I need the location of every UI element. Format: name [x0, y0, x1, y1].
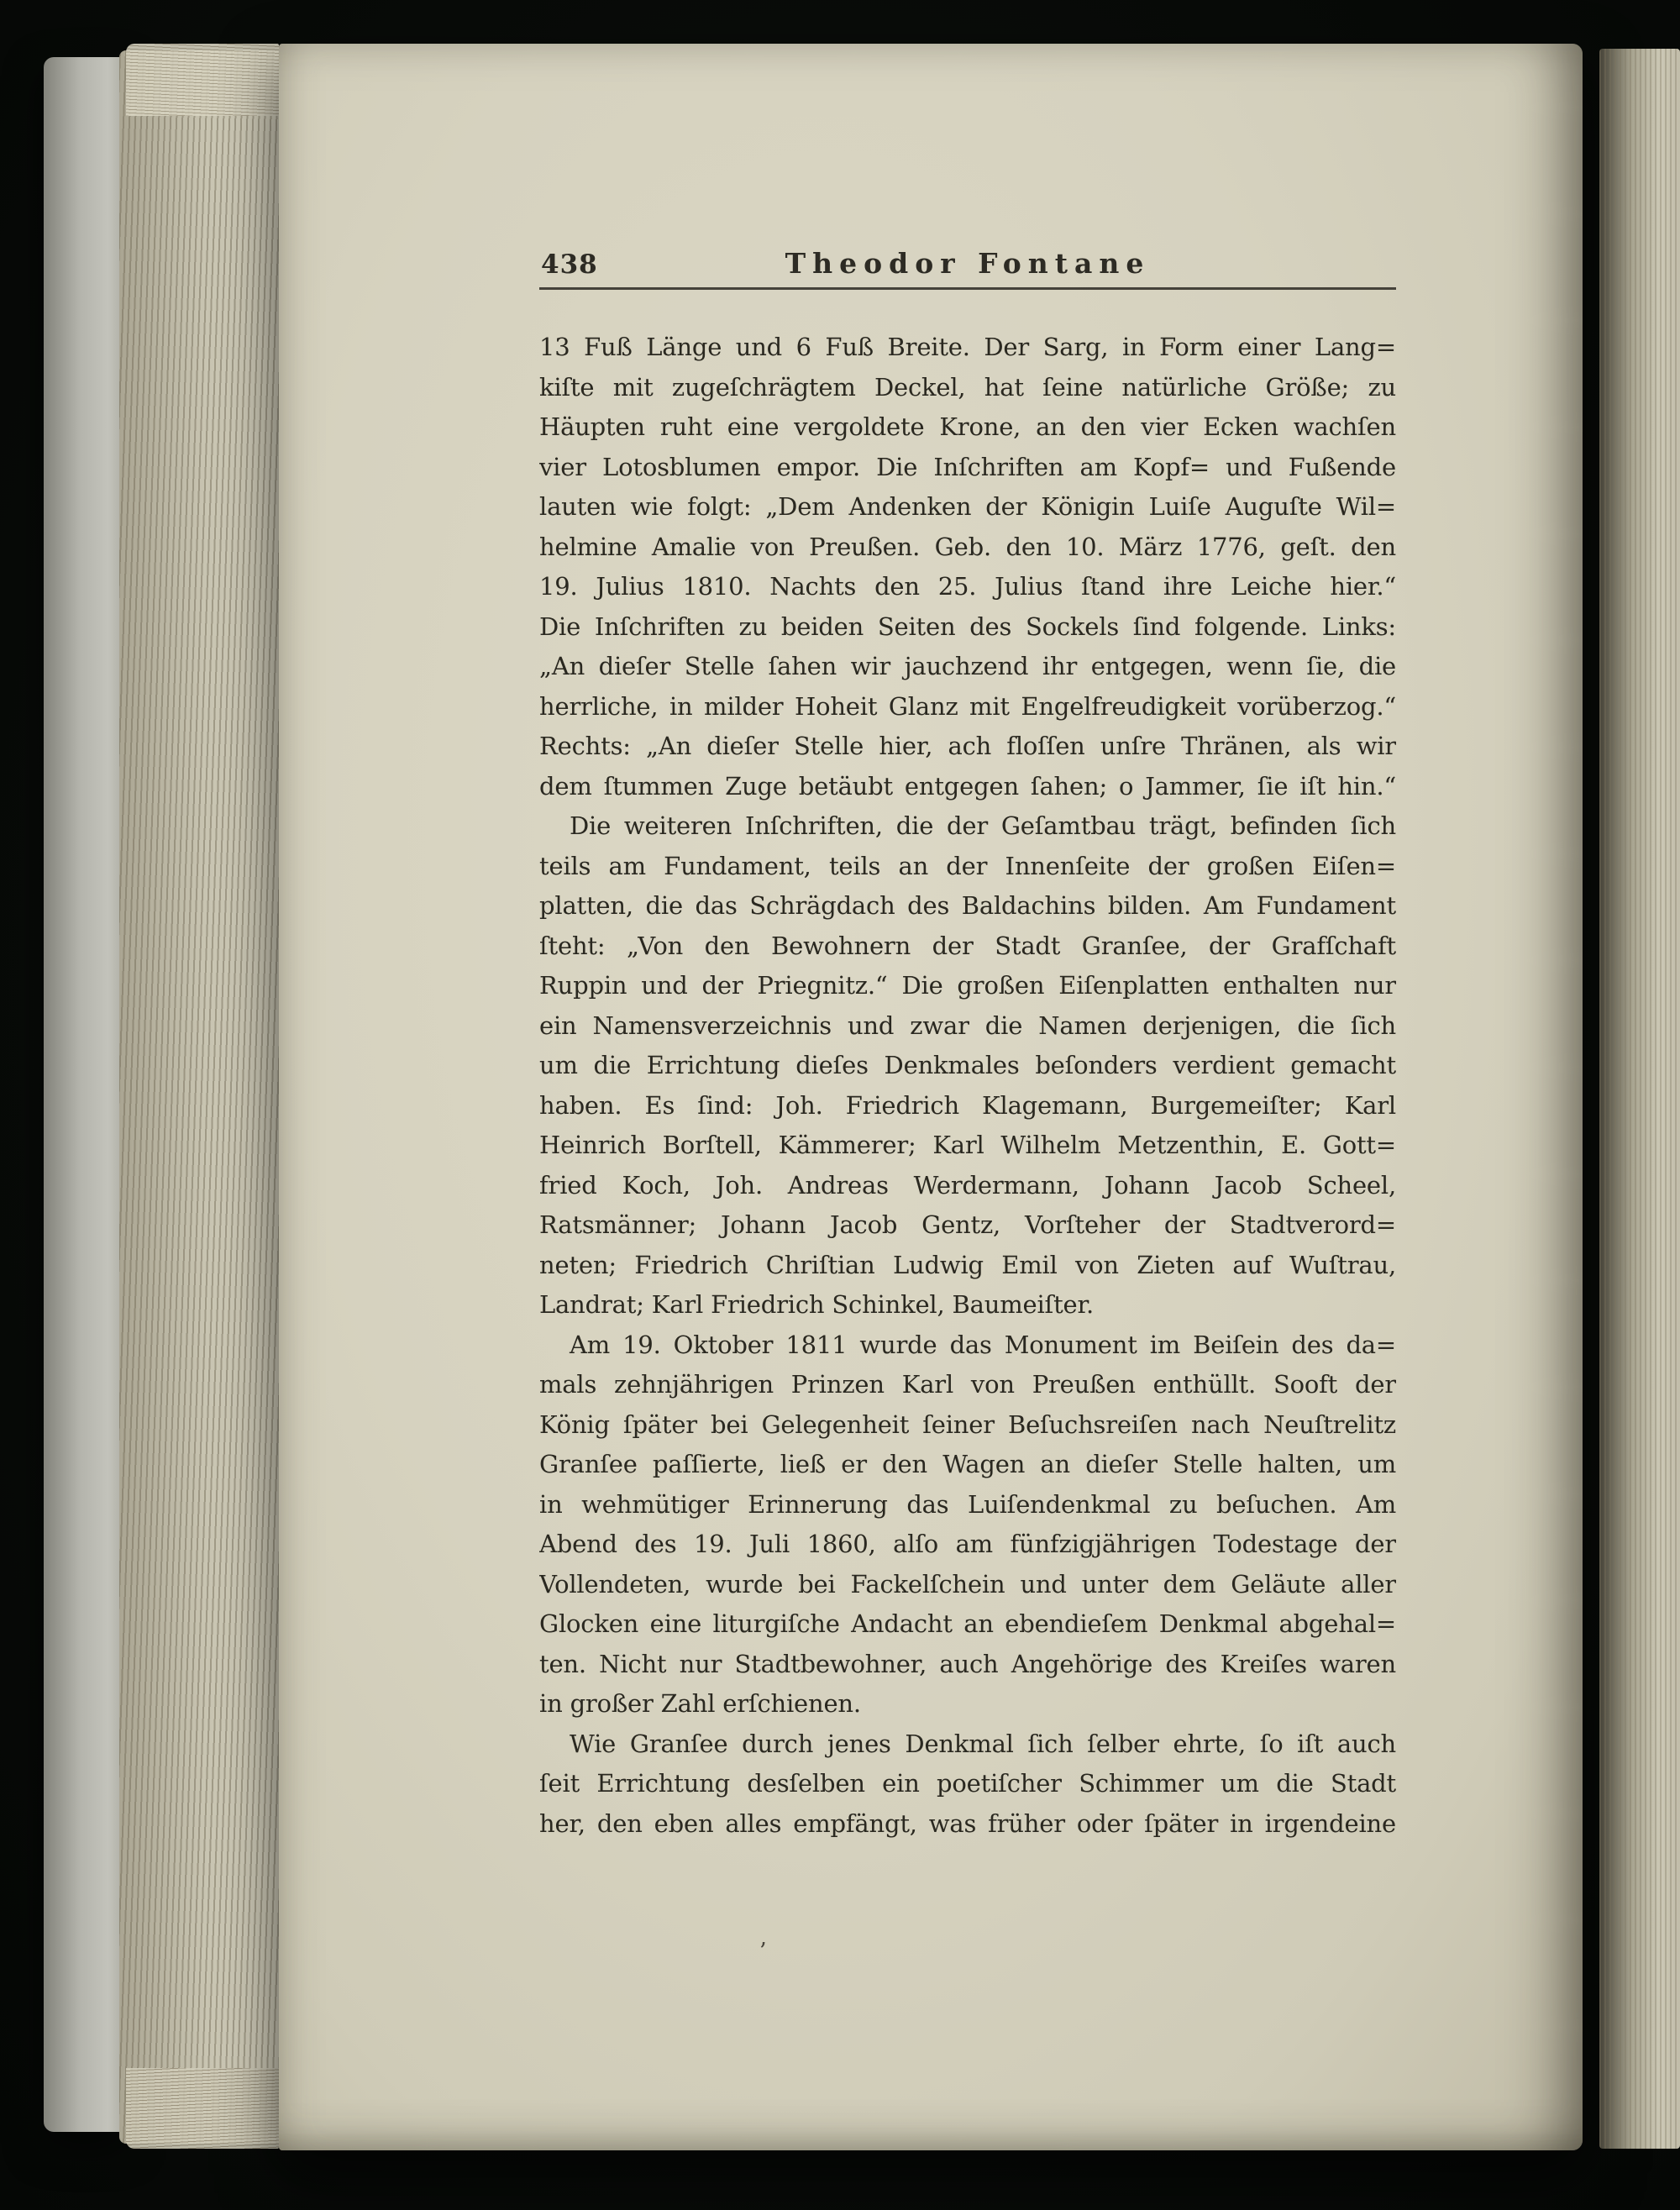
text-line: Landrat; Karl Friedrich Schinkel, Baumeiſter. — [539, 1290, 1094, 1319]
page-number: 438 — [541, 249, 598, 280]
text-line: Rechts: „An dieſer Stelle hier, ach floſſen unſre Thränen, als wir — [539, 732, 1396, 760]
text-line: Granſee paſſierte, ließ er den Wagen an dieſer Stelle halten, um — [539, 1450, 1396, 1478]
text-line: dem ſtummen Zuge betäubt entgegen ſahen; o Jammer, ſie iſt hin.“ — [539, 771, 1396, 801]
text-line: platten, die das Schrägdach des Baldachins bilden. Am Fundament — [539, 891, 1396, 920]
text-line: ten. Nicht nur Stadtbewohner, auch Angehörige des Kreiſes waren — [539, 1649, 1396, 1678]
text-line: mals zehnjährigen Prinzen Karl von Preußen enthüllt. Sooft der — [539, 1370, 1396, 1399]
text-line: ein Namensverzeichnis und zwar die Namen derjenigen, die ſich — [539, 1011, 1396, 1040]
stray-mark: ’ — [759, 1939, 767, 1965]
text-line: Ratsmänner; Johann Jacob Gentz, Vorſteher der Stadtverord= — [539, 1210, 1396, 1239]
text-line: vier Lotosblumen empor. Die Inſchriften am Kopf= und Fußende — [539, 452, 1396, 481]
text-line: 13 Fuß Länge und 6 Fuß Breite. Der Sarg, in Form einer Lang= — [539, 333, 1396, 361]
text-line: her, den eben alles empfängt, was früher oder ſpäter in irgendeine — [539, 1808, 1396, 1838]
book-page — [279, 44, 1583, 2150]
text-line: 19. Julius 1810. Nachts den 25. Julius ſtand ihre Leiche hier.“ — [539, 572, 1396, 601]
text-line: Wie Granſee durch jenes Denkmal ſich ſelber ehrte, ſo iſt auch — [570, 1729, 1396, 1758]
text-line: ſeit Errichtung desſelben ein poetiſcher Schimmer um die Stadt — [539, 1769, 1396, 1798]
page-edges-top — [126, 44, 279, 116]
text-line: Häupten ruht eine vergoldete Krone, an den vier Ecken wachſen — [539, 412, 1396, 441]
text-line: um die Errichtung dieſes Denkmales beſonders verdient gemacht — [539, 1051, 1396, 1079]
header-rule — [539, 287, 1396, 290]
text-line: herrliche, in milder Hoheit Glanz mit Engelfreudigkeit vorüberzog.“ — [539, 691, 1396, 721]
text-line: ſteht: „Von den Bewohnern der Stadt Granſee, der Grafſchaft — [539, 931, 1396, 960]
text-line: fried Koch, Joh. Andreas Werdermann, Johann Jacob Scheel, — [539, 1170, 1396, 1199]
text-line: Heinrich Borſtell, Kämmerer; Karl Wilhelm Metzenthin, E. Gott= — [539, 1131, 1396, 1159]
text-line: lauten wie folgt: „Dem Andenken der Königin Luiſe Auguſte Wil= — [539, 492, 1396, 521]
fore-edge-right — [1599, 49, 1680, 2149]
book-cover — [44, 57, 124, 2132]
page-header — [539, 246, 1396, 290]
text-line: Glocken eine liturgiſche Andacht an ebendieſem Denkmal abgehal= — [539, 1609, 1396, 1638]
text-line: teils am Fundament, teils an der Innenſeite der großen Eiſen= — [539, 851, 1396, 880]
text-line: in wehmütiger Erinnerung das Luiſendenkmal zu beſuchen. Am — [539, 1489, 1396, 1519]
text-block — [539, 328, 1396, 1844]
text-line: Abend des 19. Juli 1860, alſo am fünfzigjährigen Todestage der — [539, 1530, 1396, 1558]
text-line: Die Inſchriften zu beiden Seiten des Sockels ſind folgende. Links: — [539, 612, 1396, 641]
text-line: neten; Friedrich Chriſtian Ludwig Emil von Zieten auf Wuſtrau, — [539, 1250, 1396, 1279]
text-line: „An dieſer Stelle ſahen wir jauchzend ihr entgegen, wenn ſie, die — [539, 652, 1396, 680]
text-line: kiſte mit zugeſchrägtem Deckel, hat ſeine natürliche Größe; zu — [539, 372, 1396, 402]
text-line: Ruppin und der Priegnitz.“ Die großen Eiſenplatten enthalten nur — [539, 971, 1396, 1000]
text-line: Am 19. Oktober 1811 wurde das Monument im Beiſein des da= — [570, 1330, 1396, 1359]
page-stack-left — [119, 50, 281, 2144]
text-line: König ſpäter bei Gelegenheit ſeiner Beſuchsreiſen nach Neuſtrelitz — [539, 1409, 1396, 1439]
text-line: helmine Amalie von Preußen. Geb. den 10. März 1776, geſt. den — [539, 532, 1396, 561]
page-edges-bottom — [126, 2068, 279, 2149]
text-line: Die weiteren Inſchriften, die der Geſamtbau trägt, befinden ſich — [570, 811, 1396, 840]
running-header: Theodor Fontane — [785, 247, 1151, 280]
text-line: Vollendeten, wurde bei Fackelſchein und unter dem Geläute aller — [539, 1569, 1396, 1598]
text-line: in großer Zahl erſchienen. — [539, 1689, 861, 1718]
text-line: haben. Es ſind: Joh. Friedrich Klagemann, Burgemeiſter; Karl — [539, 1090, 1396, 1120]
